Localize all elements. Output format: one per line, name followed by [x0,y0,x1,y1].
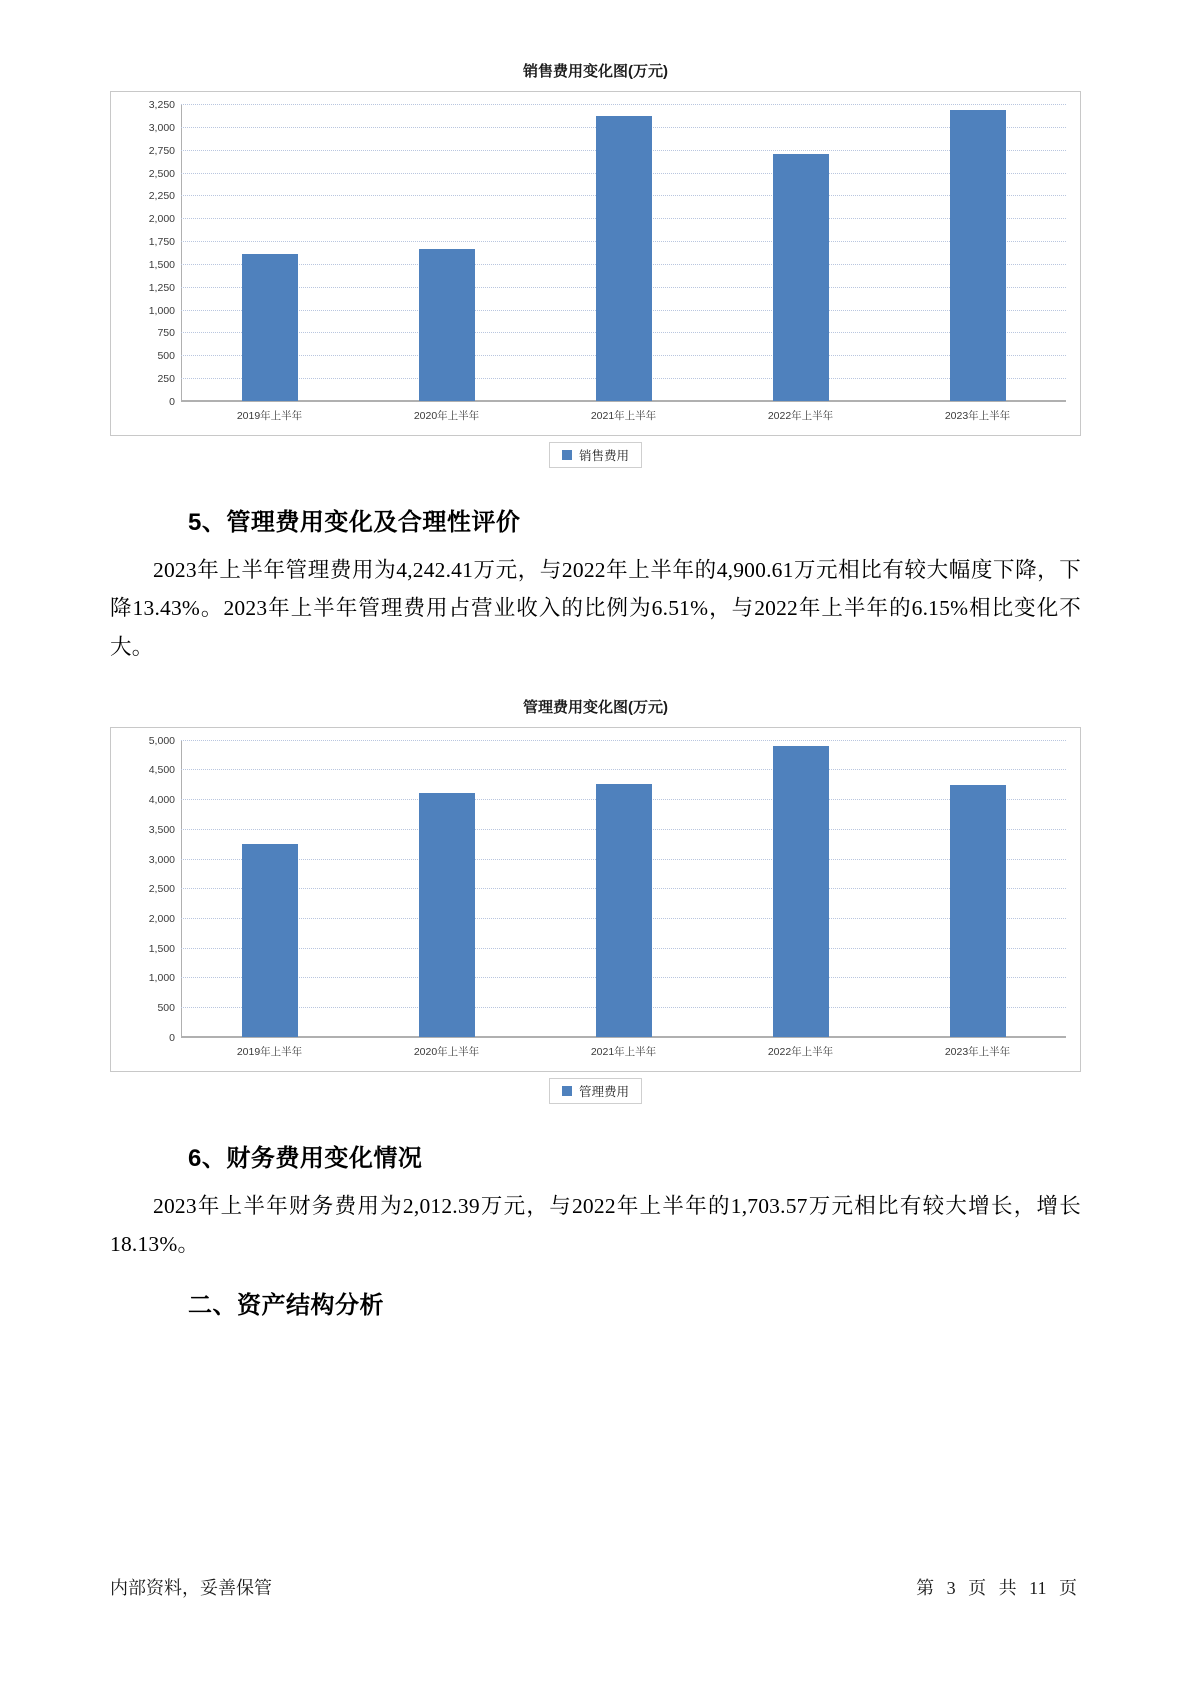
paragraph-section-6: 2023年上半年财务费用为2,012.39万元，与2022年上半年的1,703.57万元相比有较大增长，增长18.13%。 [110,1193,1081,1257]
y-axis-tick-label: 4,500 [148,764,175,777]
y-axis-tick-label: 1,000 [148,972,175,985]
footer-page-number: 3 [946,1578,956,1598]
bar-slot [712,104,889,401]
heading-section-6: 6、财务费用变化情况 [188,1144,423,1172]
bar [596,784,652,1036]
bar [242,254,298,401]
y-axis-tick-label: 3,250 [148,99,175,111]
legend-swatch-icon [562,450,572,460]
x-axis-tick-label: 2019年上半年 [236,1045,303,1058]
footer-total-unit: 页 [1059,1578,1077,1598]
y-axis-tick-label: 250 [157,373,175,386]
chart-plot-area [110,727,1081,1072]
bar [242,844,298,1037]
chart-plot-area [110,91,1081,436]
bar-slot [889,740,1066,1037]
chart-title: 销售费用变化图(万元) [523,63,668,80]
x-axis-tick-label: 2020年上半年 [413,410,480,422]
y-axis-tick-label: 0 [169,1031,175,1044]
heading-section-5: 5、管理费用变化及合理性评价 [188,509,521,536]
bar-slot [181,740,358,1037]
bar-series [181,740,1066,1037]
y-axis-tick-label: 1,750 [148,236,175,249]
chart-legend [549,1078,642,1104]
y-axis-tick-label: 1,500 [148,942,175,955]
x-axis-tick-label: 2023年上半年 [944,1045,1011,1058]
x-axis-tick-label: 2020年上半年 [413,1045,480,1058]
bar-series [181,104,1066,401]
y-axis-tick-label: 2,000 [148,912,175,925]
x-axis-tick-label: 2023年上半年 [944,410,1011,422]
bar [419,249,475,401]
footer-total-prefix: 共 [998,1578,1017,1598]
legend-label: 管理费用 [578,1084,629,1099]
bar-slot [535,740,712,1037]
y-axis-tick-label: 2,500 [148,167,175,180]
admin-expense-chart [110,696,1081,1104]
page-footer [110,1574,1081,1600]
y-axis-tick-label: 1,500 [148,258,175,271]
bar-slot [358,740,535,1037]
chart-legend [549,442,642,468]
y-axis-tick-label: 750 [157,327,175,340]
y-axis-tick-label: 2,750 [148,144,175,157]
x-axis-tick-label: 2021年上半年 [590,410,657,422]
bar-slot [889,104,1066,401]
plot-region [148,99,1066,408]
bar [950,785,1006,1037]
y-axis-tick-label: 500 [157,350,175,363]
y-axis-tick-label: 2,000 [148,213,175,226]
footer-pagination [912,1574,1081,1600]
plot-region [148,734,1066,1044]
bar [773,154,829,401]
y-axis-tick-label: 2,500 [148,883,175,896]
bar [950,110,1006,401]
gridline [169,1031,1066,1044]
bar-slot [712,740,889,1037]
x-axis-labels [181,408,1066,423]
sales-expense-chart [110,60,1081,468]
x-axis-tick-label: 2022年上半年 [767,410,834,422]
y-axis-tick-label: 500 [157,1002,175,1015]
footer-page-prefix: 第 [916,1578,935,1598]
footer-note: 内部资料，妥善保管 [110,1578,272,1598]
heading-section-2: 二、资产结构分析 [188,1292,384,1320]
footer-total-pages: 11 [1029,1578,1047,1598]
y-axis-tick-label: 3,000 [148,853,175,866]
y-axis-tick-label: 1,250 [148,281,175,294]
legend-label: 销售费用 [578,449,629,463]
bar [596,116,652,401]
chart-title: 管理费用变化图(万元) [523,698,668,716]
y-axis-tick-label: 2,250 [148,190,175,203]
y-axis-tick-label: 3,500 [148,823,175,836]
bar-slot [535,104,712,401]
legend-swatch-icon [562,1086,572,1096]
y-axis-tick-label: 3,000 [148,121,175,134]
y-axis-tick-label: 0 [169,396,175,408]
y-axis-tick-label: 1,000 [148,304,175,317]
x-axis-tick-label: 2021年上半年 [590,1045,657,1058]
bar [419,793,475,1037]
bar [773,746,829,1037]
x-axis-tick-label: 2019年上半年 [236,410,303,422]
x-axis-tick-label: 2022年上半年 [767,1045,834,1058]
bar-slot [358,104,535,401]
gridline [169,396,1066,408]
y-axis-tick-label: 4,000 [148,794,175,807]
footer-page-unit: 页 [968,1578,987,1598]
paragraph-section-5: 2023年上半年管理费用为4,242.41万元，与2022年上半年的4,900.61万元相比有较大幅度下降，下降13.43%。2023年上半年管理费用占营业收入的比例为6.51%，与2022年上半年的6.15%相比变化不大。 [110,558,1081,659]
y-axis-tick-label: 5,000 [148,734,175,747]
bar-slot [181,104,358,401]
x-axis-labels [181,1044,1066,1059]
